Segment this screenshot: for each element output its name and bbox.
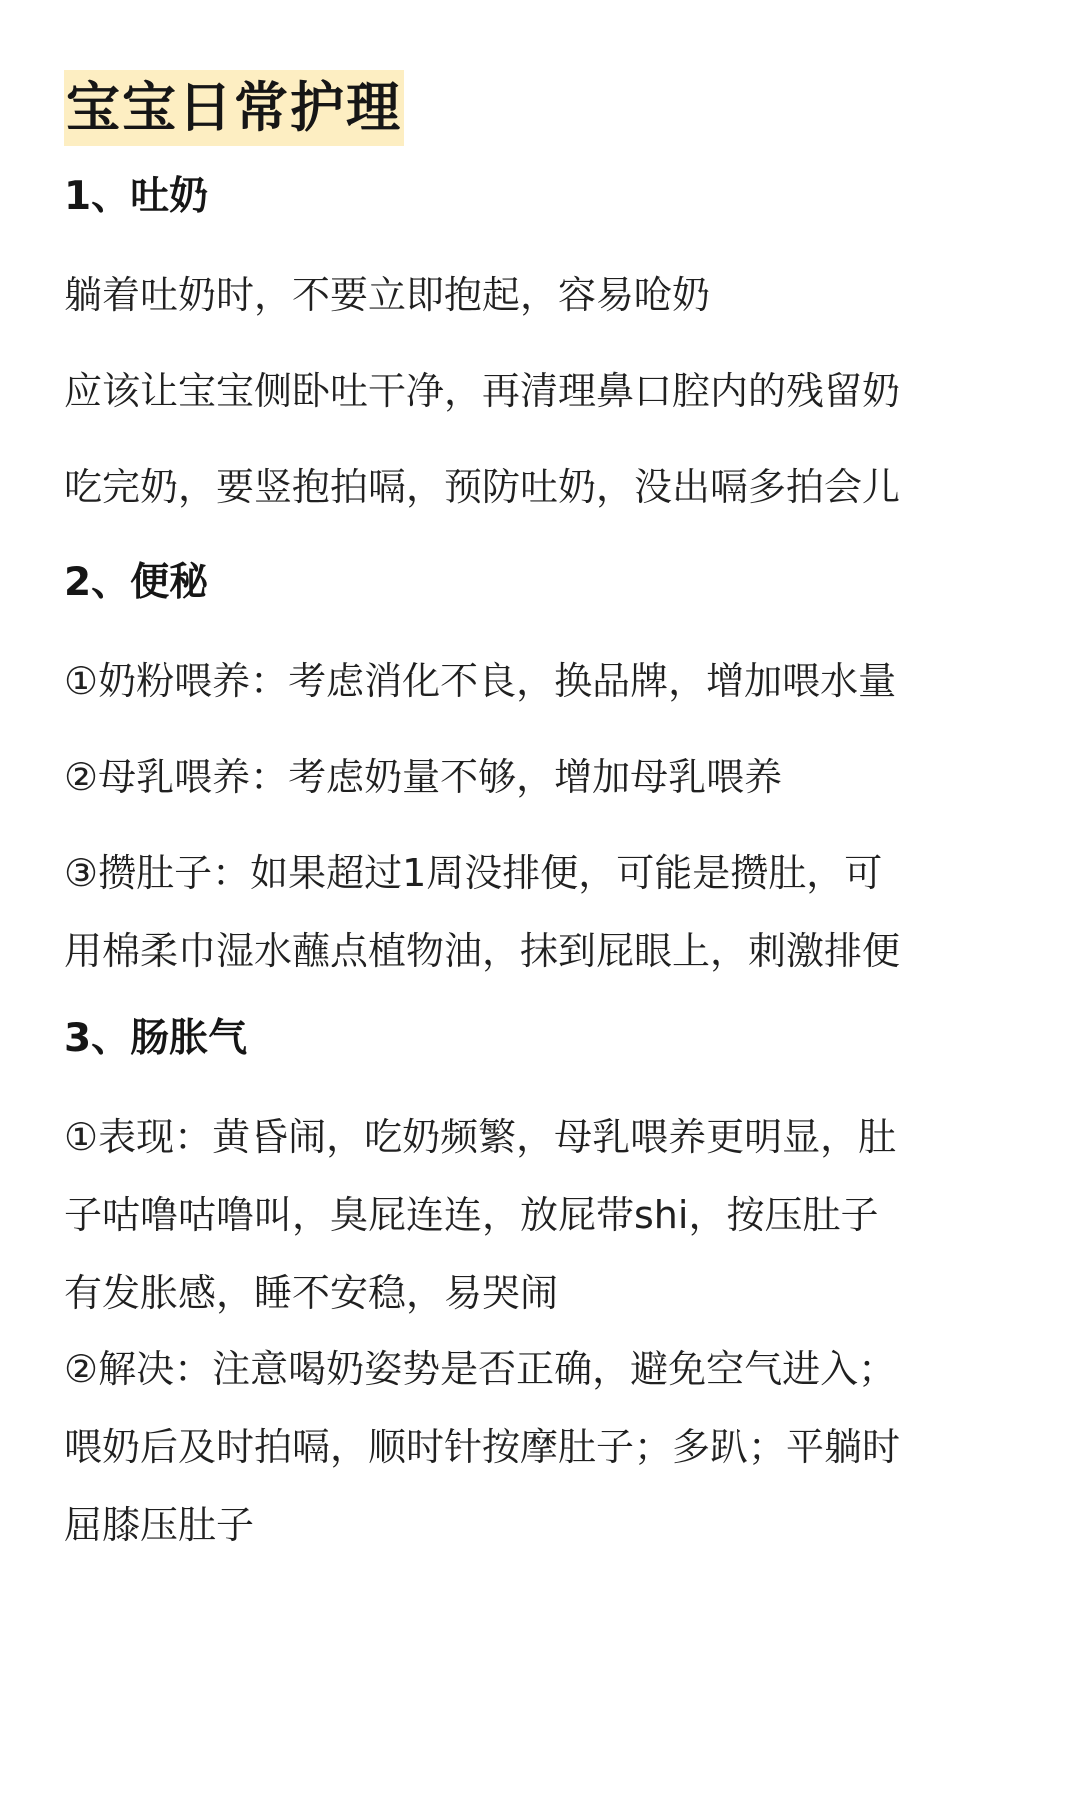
list-item-line: 屈膝压肚子	[64, 1503, 255, 1547]
list-item: ②母乳喂养：考虑奶量不够，增加母乳喂养	[64, 755, 783, 799]
list-item	[64, 1098, 1016, 1332]
list-item	[64, 834, 1016, 990]
section-heading-spit-up: 1、吐奶	[64, 174, 209, 219]
section-heading-constipation: 2、便秘	[64, 560, 209, 605]
list-item-line: ②解决：注意喝奶姿势是否正确，避免空气进入；	[64, 1347, 897, 1391]
list-item-line: ③攒肚子：如果超过1周没排便，可能是攒肚，可	[64, 851, 883, 895]
list-item-line: 喂奶后及时拍嗝，顺时针按摩肚子；多趴；平躺时	[64, 1425, 901, 1469]
paragraph: 吃完奶，要竖抱拍嗝，预防吐奶，没出嗝多拍会儿	[64, 465, 901, 509]
list-item-line: 有发胀感，睡不安稳，易哭闹	[64, 1271, 559, 1315]
paragraph: 躺着吐奶时，不要立即抱起，容易呛奶	[64, 273, 711, 317]
list-item-line: 子咕噜咕噜叫，臭屁连连，放屁带shi，按压肚子	[64, 1193, 879, 1237]
list-item	[64, 1330, 1016, 1564]
list-item-line: 用棉柔巾湿水蘸点植物油，抹到屁眼上，刺激排便	[64, 929, 901, 973]
page-title: 宝宝日常护理	[64, 70, 404, 146]
list-item: ①奶粉喂养：考虑消化不良，换品牌，增加喂水量	[64, 659, 897, 703]
section-heading-gas: 3、肠胀气	[64, 1016, 248, 1061]
list-item-line: ①表现：黄昏闹，吃奶频繁，母乳喂养更明显，肚	[64, 1115, 897, 1159]
paragraph: 应该让宝宝侧卧吐干净，再清理鼻口腔内的残留奶	[64, 369, 901, 413]
